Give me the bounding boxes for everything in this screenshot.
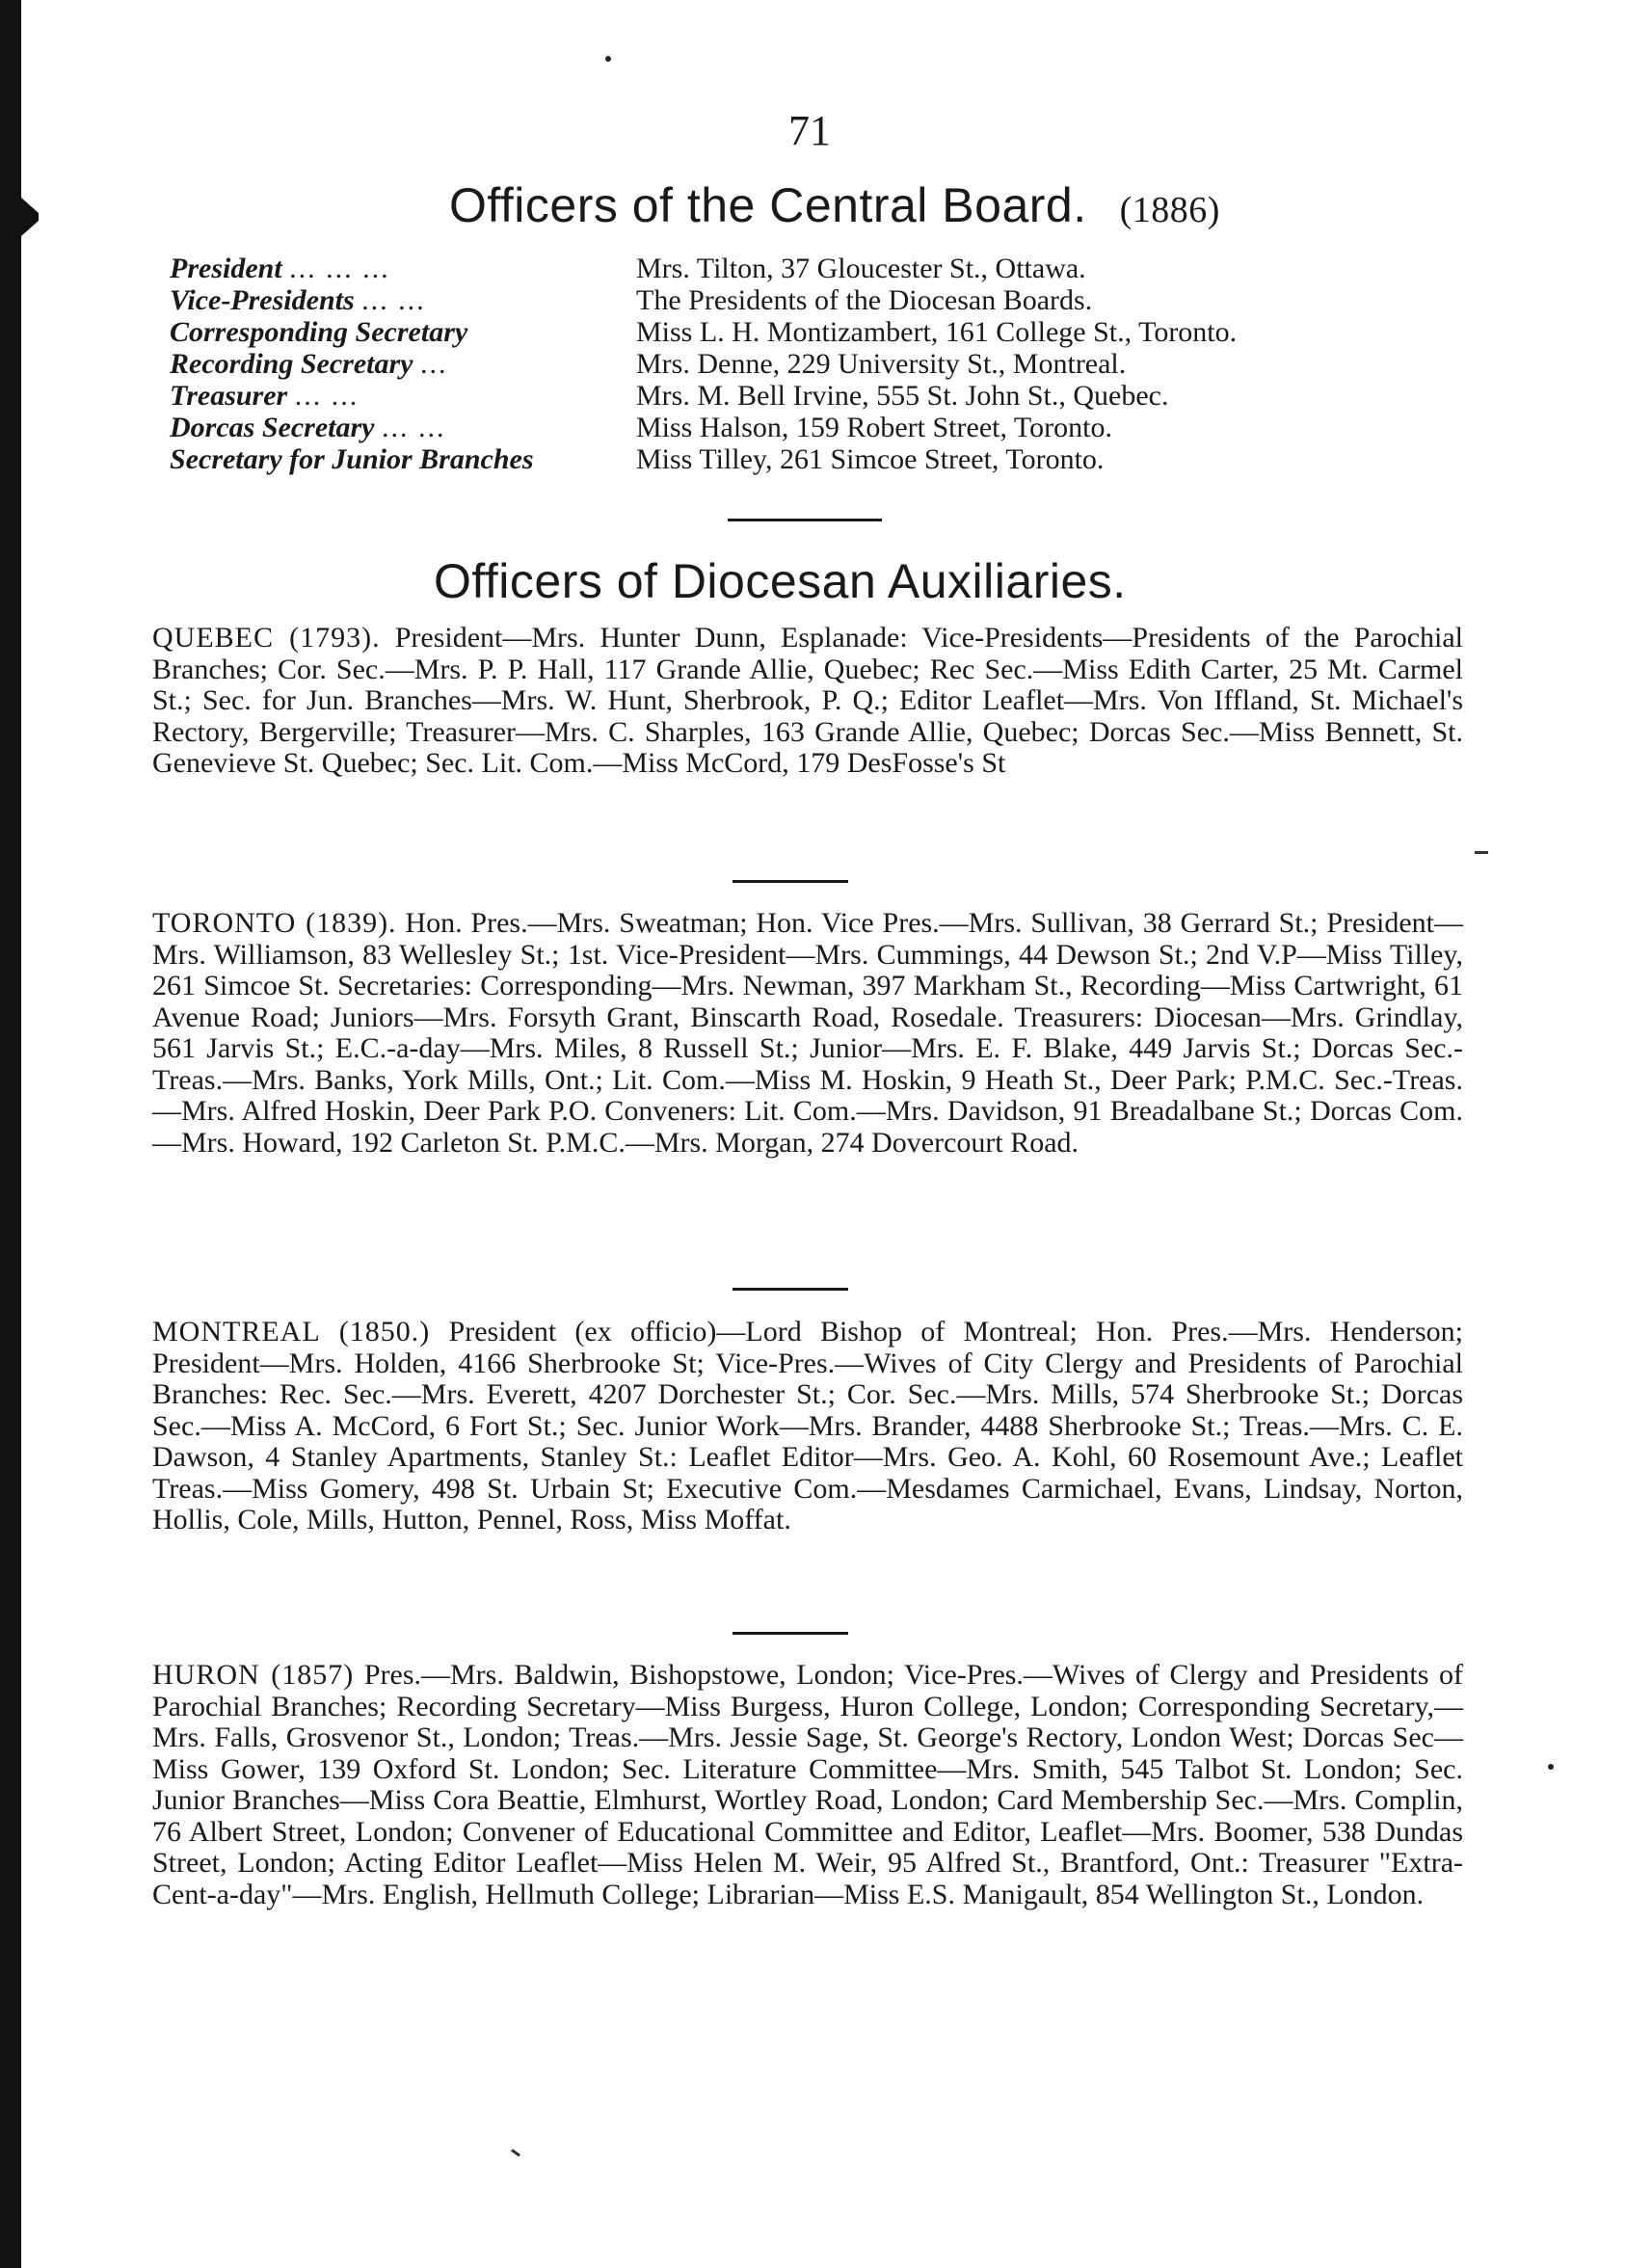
speck	[1475, 851, 1488, 854]
officer-office-label: Recording Secretary	[170, 348, 413, 380]
speck	[605, 56, 611, 62]
officer-office	[170, 443, 636, 475]
officer-row	[170, 316, 1519, 348]
officer-dots: ...	[419, 348, 448, 380]
central-board-officers	[170, 253, 1519, 475]
officer-holder: Mrs. Tilton, 37 Gloucester St., Ottawa.	[636, 253, 1086, 284]
officer-holder: Miss Tilley, 261 Simcoe Street, Toronto.	[636, 443, 1105, 475]
diocese-text: President—Mrs. Hunter Dunn, Esplanade: Vice-Presidents—Presidents of the Parochial Branches; Cor. Sec.—Mrs. P. P. Hall, 117 Grande Allie, Quebec; Rec Sec.—Miss Edith Carter, 25 Mt. Carmel St.; Sec. for Jun. Branches—Mrs. W. Hunt, Sherbrook, P. Q.; Editor Leaflet—Mrs. Von Iffland, St. Michael's Rectory, Bergerville; Treasurer—Mrs. C. Sharples, 163 Grande Allie, Quebec; Dorcas Sec.—Miss Bennett, St. Genevieve St. Quebec; Sec. Lit. Com.—Miss McCord, 179 DesFosse's St	[152, 622, 1464, 779]
diocese-name: HURON (1857)	[152, 1659, 355, 1691]
page-number: 71	[788, 107, 831, 154]
diocese-text: Pres.—Mrs. Baldwin, Bishopstowe, London; Vice-Pres.—Wives of Clergy and Presidents of Parochial Branches; Recording Secretary—Miss Burgess, Huron College, London; Corresponding Secretary,—Mrs. Falls, Grosvenor St., London; Treas.—Mrs. Jessie Sage, St. George's Rectory, London West; Dorcas Sec—Miss Gower, 139 Oxford St. London; Sec. Literature Committee—Mrs. Smith, 545 Talbot St. London; Sec. Junior Branches—Miss Cora Beattie, Elmhurst, Wortley Road, London; Card Membership Sec.—Mrs. Complin, 76 Albert Street, London; Convener of Educational Committee and Editor, Leaflet—Mrs. Boomer, 538 Dundas Street, London; Acting Editor Leaflet—Miss Helen M. Weir, 95 Alfred St., Brantford, Ont.: Treasurer "Extra-Cent-a-day"—Mrs. English, Hellmuth College; Librarian—Miss E.S. Manigault, 854 Wellington St., London.	[152, 1659, 1464, 1910]
officer-row	[170, 443, 1519, 475]
officer-office	[170, 348, 636, 380]
officer-row	[170, 253, 1519, 284]
section-divider	[733, 880, 848, 883]
officer-row	[170, 412, 1519, 443]
scan-edge	[0, 0, 21, 2268]
central-board-title-text: Officers of the Central Board.	[449, 178, 1087, 232]
officer-holder: Miss Halson, 159 Robert Street, Toronto.	[636, 412, 1112, 443]
diocesan-title: Officers of Diocesan Auxiliaries.	[434, 554, 1127, 608]
officer-row	[170, 380, 1519, 412]
officer-row	[170, 284, 1519, 316]
officer-dots: ... ...	[361, 284, 426, 316]
officer-holder: Mrs. Denne, 229 University St., Montreal.	[636, 348, 1127, 380]
diocese-name: MONTREAL (1850.)	[152, 1316, 431, 1347]
diocese-name: TORONTO (1839).	[152, 907, 397, 939]
diocese-entry-montreal	[152, 1317, 1463, 1536]
officer-row	[170, 348, 1519, 380]
officer-dots: ... ...	[294, 380, 360, 412]
officer-office-label: Vice-Presidents	[170, 284, 355, 316]
officer-office	[170, 316, 636, 348]
officer-holder: Mrs. M. Bell Irvine, 555 St. John St., Quebec.	[636, 380, 1169, 412]
officer-holder: The Presidents of the Diocesan Boards.	[636, 284, 1093, 316]
speck	[1548, 1764, 1554, 1770]
section-divider	[733, 1288, 848, 1291]
central-board-title	[449, 177, 1220, 233]
section-divider	[733, 1632, 848, 1635]
officer-dots: ... ... ...	[289, 253, 390, 284]
diocese-text: Hon. Pres.—Mrs. Sweatman; Hon. Vice Pres.—Mrs. Sullivan, 38 Gerrard St.; President—Mrs. Williamson, 83 Wellesley St.; 1st. Vice-President—Mrs. Cummings, 44 Dewson St.; 2nd V.P—Miss Tilley, 261 Simcoe St. Secretaries: Corresponding—Mrs. Newman, 397 Markham St., Recording—Miss Cartwright, 61 Avenue Road; Juniors—Mrs. Forsyth Grant, Binscarth Road, Rosedale. Treasurers: Diocesan—Mrs. Grindlay, 561 Jarvis St.; E.C.-a-day—Mrs. Miles, 8 Russell St.; Junior—Mrs. E. F. Blake, 449 Jarvis St.; Dorcas Sec.-Treas.—Mrs. Banks, York Mills, Ont.; Lit. Com.—Miss M. Hoskin, 9 Heath St., Deer Park; P.M.C. Sec.-Treas.—Mrs. Alfred Hoskin, Deer Park P.O. Conveners: Lit. Com.—Mrs. Davidson, 91 Breadalbane St.; Dorcas Com.—Mrs. Howard, 192 Carleton St. P.M.C.—Mrs. Morgan, 274 Dovercourt Road.	[152, 907, 1463, 1159]
diocese-name: QUEBEC (1793).	[152, 622, 381, 654]
officer-office	[170, 284, 636, 316]
diocese-text: President (ex officio)—Lord Bishop of Montreal; Hon. Pres.—Mrs. Henderson; President—Mrs. Holden, 4166 Sherbrooke St; Vice-Pres.—Wives of City Clergy and Presidents of Parochial Branches: Rec. Sec.—Mrs. Everett, 4207 Dorchester St.; Cor. Sec.—Mrs. Mills, 574 Sherbrooke St.; Dorcas Sec.—Miss A. McCord, 6 Fort St.; Sec. Junior Work—Mrs. Brander, 4488 Sherbrooke St.; Treas.—Mrs. C. E. Dawson, 4 Stanley Apartments, Stanley St.: Leaflet Editor—Mrs. Geo. A. Kohl, 60 Rosemount Ave.; Leaflet Treas.—Miss Gomery, 498 St. Urbain St; Executive Com.—Mesdames Carmichael, Evans, Lindsay, Norton, Hollis, Cole, Mills, Hutton, Pennel, Ross, Miss Moffat.	[152, 1316, 1463, 1535]
officer-office-label: Treasurer	[170, 380, 288, 412]
diocese-entry-quebec	[152, 623, 1463, 780]
diocese-entry-toronto	[152, 908, 1463, 1159]
speck	[511, 2148, 520, 2156]
scan-notch	[21, 198, 39, 236]
central-board-year: (1886)	[1119, 190, 1220, 230]
officer-office-label: President	[170, 253, 282, 284]
diocese-entry-huron	[152, 1660, 1463, 1910]
officer-office	[170, 412, 636, 443]
officer-office-label: Dorcas Secretary	[170, 412, 375, 443]
officer-holder: Miss L. H. Montizambert, 161 College St., Toronto.	[636, 316, 1238, 348]
officer-office-label: Corresponding Secretary	[170, 316, 468, 348]
officer-office	[170, 253, 636, 284]
officer-office	[170, 380, 636, 412]
section-divider	[728, 519, 882, 521]
officer-dots: ... ...	[381, 412, 446, 443]
officer-office-label: Secretary for Junior Branches	[170, 443, 534, 475]
